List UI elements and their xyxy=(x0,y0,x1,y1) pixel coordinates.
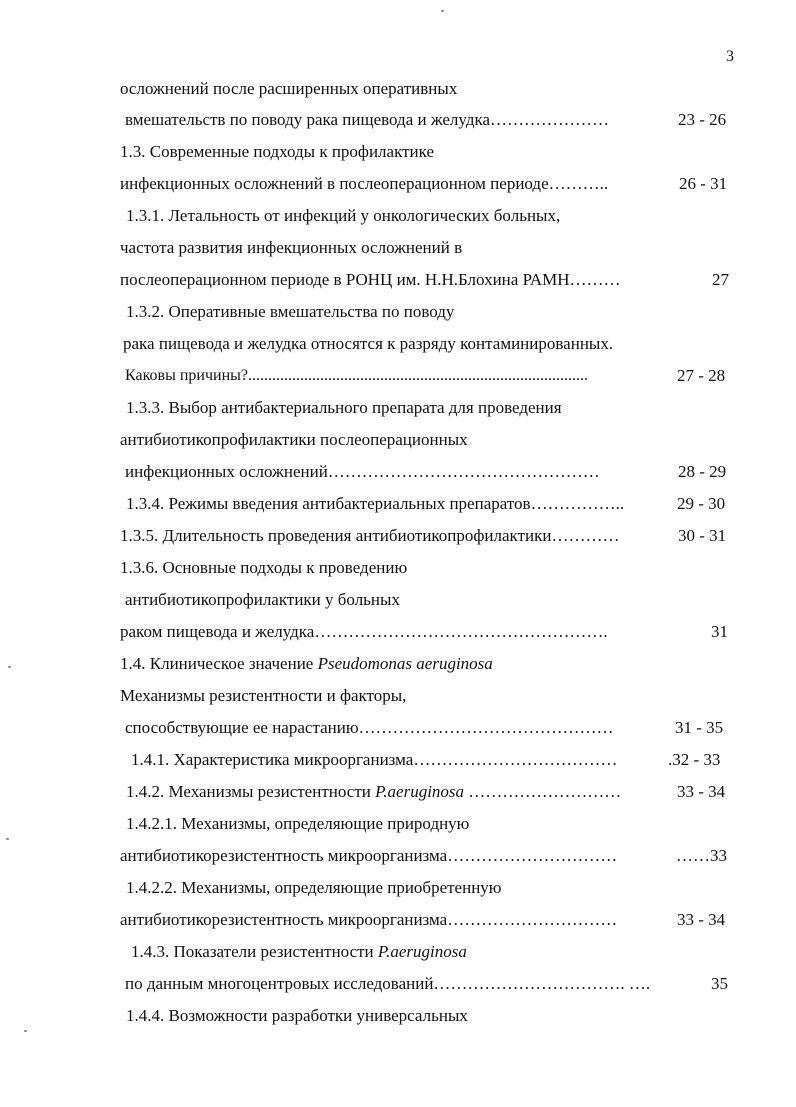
toc-line: вмешательств по поводу рака пищевода и желудка………………… xyxy=(125,110,610,129)
toc-line: способствующие ее нарастанию……………………………………… xyxy=(125,718,614,737)
species-name: Pseudomonas aeruginosa xyxy=(317,654,493,673)
toc-page-ref: 31 - 35 xyxy=(675,718,724,737)
toc-line: антибиотикорезистентность микроорганизма………………………… xyxy=(120,910,618,929)
toc-page-ref: 31 xyxy=(711,622,728,641)
toc-line: инфекционных осложнений в послеоперационном периоде……….. xyxy=(120,174,609,193)
toc-page-ref: 30 - 31 xyxy=(678,526,727,545)
toc-line: 1.4.2.1. Механизмы, определяющие природную xyxy=(126,814,470,833)
toc-line: антибиотикорезистентность микроорганизма………………………… xyxy=(120,846,618,865)
toc-line: 1.3.6. Основные подходы к проведению xyxy=(120,558,408,577)
toc-page-ref: 33 - 34 xyxy=(677,782,726,801)
toc-line: послеоперационном периоде в РОНЦ им. Н.Н.Блохина РАМН……… xyxy=(120,270,621,289)
toc-page-ref: 27 xyxy=(712,270,729,289)
toc-leader: ……………………… xyxy=(464,782,622,801)
toc-line-text: 1.4. Клиническое значение xyxy=(120,654,318,673)
toc-line: 1.3.4. Режимы введения антибактериальных препаратов…………….. xyxy=(126,494,625,513)
scan-speck-left-3 xyxy=(24,1030,27,1032)
toc-line: 1.3.5. Длительность проведения антибиотикопрофилактики………… xyxy=(120,526,620,545)
toc-line: 1.3. Современные подходы к профилактике xyxy=(120,142,435,161)
scan-speck-left-2 xyxy=(6,838,9,840)
toc-line: 1.4.2.2. Механизмы, определяющие приобретенную xyxy=(126,878,502,897)
toc-line: раком пищевода и желудка……………………………………………. xyxy=(120,622,608,641)
toc-line: 1.4.1. Характеристика микроорганизма……………………………… xyxy=(131,750,618,769)
toc-line: Каковы причины?..................................................................................... xyxy=(125,367,588,384)
toc-line: осложнений после расширенных оперативных xyxy=(120,79,458,98)
toc-page-ref: 29 - 30 xyxy=(677,494,726,513)
toc-line: 1.3.1. Летальность от инфекций у онкологических больных, xyxy=(126,206,561,225)
toc-page-ref: ……33 xyxy=(676,846,727,865)
toc-page-ref: 28 - 29 xyxy=(678,462,727,481)
toc-line xyxy=(131,941,467,963)
species-name: P.aeruginosa xyxy=(377,942,467,961)
toc-line: частота развития инфекционных осложнений в xyxy=(120,238,463,257)
toc-line: рака пищевода и желудка относятся к разряду контаминированных. xyxy=(123,334,614,353)
scan-speck-left-1 xyxy=(8,666,11,668)
species-name: P.aeruginosa xyxy=(375,782,465,801)
page-number: 3 xyxy=(726,48,734,65)
toc-line: антибиотикопрофилактики у больных xyxy=(125,590,400,609)
toc-page-ref: 35 xyxy=(711,974,728,993)
toc-line-text: 1.4.3. Показатели резистентности xyxy=(131,942,378,961)
toc-page-ref: 27 - 28 xyxy=(677,366,726,385)
toc-page-ref: 33 - 34 xyxy=(677,910,726,929)
scan-speck-top xyxy=(441,10,444,12)
toc-line xyxy=(126,781,621,803)
toc-line: по данным многоцентровых исследований……………………………. …. xyxy=(125,974,651,993)
toc-line-text: 1.4.2. Механизмы резистентности xyxy=(126,782,376,801)
toc-line: 1.3.3. Выбор антибактериального препарата для проведения xyxy=(126,398,562,417)
toc-page-ref: 26 - 31 xyxy=(679,174,728,193)
toc-line: 1.4.4. Возможности разработки универсальных xyxy=(126,1006,468,1025)
toc-line: 1.3.2. Оперативные вмешательства по поводу xyxy=(126,302,455,321)
toc-line: инфекционных осложнений………………………………………… xyxy=(125,462,600,481)
toc-line xyxy=(120,653,493,675)
toc-page-ref: .32 - 33 xyxy=(668,750,721,769)
toc-line: антибиотикопрофилактики послеоперационных xyxy=(120,430,468,449)
toc-page-ref: 23 - 26 xyxy=(678,110,727,129)
toc-line: Механизмы резистентности и факторы, xyxy=(120,686,407,705)
